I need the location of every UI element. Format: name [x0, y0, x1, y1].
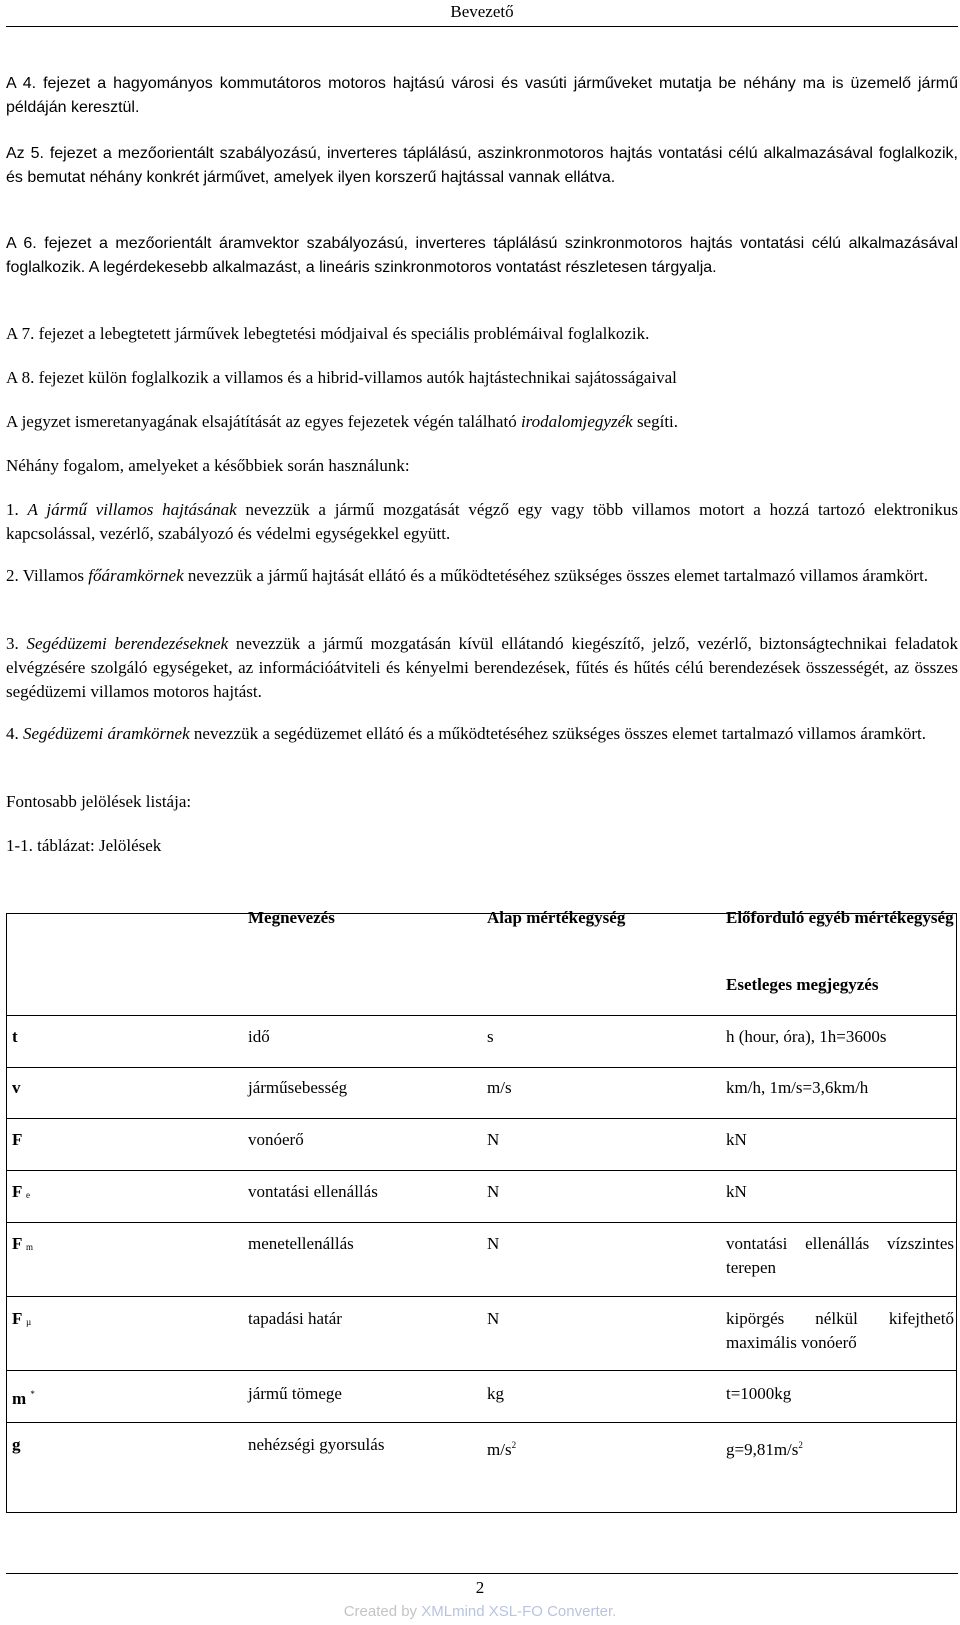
paragraph-chapter-8: A 8. fejezet külön foglalkozik a villamos és a hibrid-villamos autók hajtástechnikai sajátosságaival: [6, 368, 677, 387]
table-divider: [7, 1296, 957, 1297]
table-divider: [7, 1118, 957, 1119]
bibliography-text-a: A jegyzet ismeretanyagának elsajátítását az egyes fejezetek végén található: [6, 412, 521, 431]
table-cell-symbol: [12, 1076, 212, 1100]
table-cell-name: jármű tömege: [248, 1384, 342, 1403]
table-cell-other: h (hour, óra), 1h=3600s: [726, 1027, 887, 1046]
symbol-text: F: [12, 1130, 23, 1149]
symbol-text: t: [12, 1027, 18, 1046]
definition-number: 4.: [6, 724, 23, 743]
table-divider: [7, 1170, 957, 1171]
paragraph-chapter-5: Az 5. fejezet a mezőorientált szabályozású, inverteres táplálású, aszinkronmotoros hajtás vontatási célú alkalmazásával foglalkozik, és bemutat néhány konkrét járművet, amelyek ilyen korszerű hajtással vannak ellátva.: [6, 145, 958, 186]
table-cell-unit: kg: [487, 1384, 504, 1403]
definition-text: nevezzük a jármű mozgatásán kívül ellátandó kiegészítő, jelző, vezérlő, biztonságtechnikai feladatok elvégzésére szolgáló egységeket, az információátviteli és kényelmi berendezések, fűtés és hűtés célú berendezések összességét, az összes segédüzemi villamos motoros hajtást.: [6, 634, 958, 701]
definition-text: nevezzük a jármű mozgatását végző egy vagy több villamos motort a hozzá tartozó elektronikus kapcsolással, vezérlő, szabályozó és védelmi egységekkel együtt.: [6, 500, 958, 543]
table-cell-other: km/h, 1m/s=3,6km/h: [726, 1078, 869, 1097]
other-unit-superscript: 2: [798, 1440, 803, 1450]
paragraph-chapter-4: A 4. fejezet a hagyományos kommutátoros motoros hajtású városi és vasúti járműveket mutatja be néhány ma is üzemelő jármű példáján keresztül.: [6, 75, 958, 116]
symbol-text: F: [12, 1234, 22, 1253]
table-header-name: Megnevezés: [248, 908, 335, 927]
table-cell-other: t=1000kg: [726, 1384, 792, 1403]
table-cell-name: járműsebesség: [248, 1078, 348, 1097]
table-cell-name: menetellenállás: [248, 1234, 354, 1253]
table-cell-other: [726, 1433, 954, 1462]
table-divider: [7, 1370, 957, 1371]
symbol-subscript: e: [26, 1190, 31, 1200]
table-caption: 1-1. táblázat: Jelölések: [6, 836, 162, 855]
table-cell-name: tapadási határ: [248, 1309, 342, 1328]
definition-1: [6, 498, 958, 546]
table-cell-other: vontatási ellenállás vízszintes terepen: [726, 1234, 954, 1277]
table-cell-symbol: [12, 1128, 212, 1152]
symbol-text: g: [12, 1435, 21, 1454]
table-cell-name: vonóerő: [248, 1130, 304, 1149]
table-cell-name: nehézségi gyorsulás: [248, 1435, 385, 1454]
table-header-note: Esetleges megjegyzés: [726, 975, 879, 994]
page-number: 2: [475, 1578, 485, 1597]
symbol-text: F: [12, 1309, 22, 1328]
other-unit-text: g=9,81m/s: [726, 1440, 799, 1459]
table-cell-symbol: [12, 1307, 212, 1334]
paragraph-chapter-7: A 7. fejezet a lebegtetett járművek lebegtetési módjaival és speciális problémáival foglalkozik.: [6, 324, 650, 343]
table-header-other-unit: Előforduló egyéb mértékegység: [726, 908, 954, 927]
table-divider: [7, 1422, 957, 1423]
symbol-superscript: *: [30, 1389, 35, 1399]
definition-pre: Villamos: [22, 566, 89, 585]
table-cell-other: kN: [726, 1182, 747, 1201]
unit-text: m/s: [487, 1440, 512, 1459]
definition-term: Segédüzemi áramkörnek: [23, 724, 190, 743]
table-cell-unit: N: [487, 1130, 500, 1149]
symbols-table: [6, 913, 957, 1513]
table-divider: [7, 1015, 957, 1016]
page-footer-rule: [6, 1573, 958, 1574]
credit-text-a: Created by: [343, 1603, 422, 1620]
symbol-text: v: [12, 1078, 21, 1097]
converter-credit: [0, 1602, 960, 1622]
definition-number: 2.: [6, 566, 23, 585]
paragraph-chapter-6: A 6. fejezet a mezőorientált áramvektor szabályozású, inverteres táplálású szinkronmotoros hajtás vontatási célú alkalmazásával foglalkozik. A legérdekesebb alkalmazást, a lineáris szinkronmotoros vontatást részletesen tárgyalja.: [6, 235, 958, 276]
table-cell-symbol: [12, 1382, 212, 1411]
table-cell-symbol: [12, 1025, 212, 1049]
table-cell-name: idő: [248, 1027, 270, 1046]
definition-2: [6, 564, 958, 588]
list-title: Fontosabb jelölések listája:: [6, 792, 192, 811]
table-cell-unit: m/s: [487, 1078, 512, 1097]
table-divider: [7, 1222, 957, 1223]
definition-text: nevezzük a jármű hajtását ellátó és a működtetéséhez szükséges összes elemet tartalmazó villamos áramkört.: [183, 566, 929, 585]
credit-brand: XMLmind XSL-FO Converter: [421, 1603, 613, 1620]
paragraph-concepts-intro: Néhány fogalom, amelyeket a későbbiek során használunk:: [6, 456, 410, 475]
bibliography-text-b: segíti.: [632, 412, 679, 431]
definition-number: 3.: [6, 634, 27, 653]
table-cell-unit: N: [487, 1309, 500, 1328]
symbol-text: m: [12, 1389, 27, 1408]
table-cell-unit: N: [487, 1182, 500, 1201]
definition-term: főáramkörnek: [88, 566, 184, 585]
unit-superscript: 2: [511, 1440, 517, 1450]
table-cell-symbol: [12, 1180, 212, 1207]
table-cell-name: vontatási ellenállás: [248, 1182, 378, 1201]
page-header: [6, 0, 958, 27]
definition-term: A jármű villamos hajtásának: [27, 500, 237, 519]
bibliography-link-text: irodalomjegyzék: [520, 412, 633, 431]
table-cell-unit: N: [487, 1234, 500, 1253]
credit-text-b: .: [612, 1603, 617, 1620]
definition-text: nevezzük a segédüzemet ellátó és a működtetéséhez szükséges összes elemet tartalmazó villamos áramkört.: [189, 724, 927, 743]
table-cell-unit: [487, 1433, 707, 1462]
symbol-subscript: m: [26, 1242, 34, 1252]
table-cell-symbol: [12, 1232, 212, 1259]
table-cell-unit: s: [487, 1027, 494, 1046]
symbol-subscript: µ: [26, 1317, 32, 1327]
definition-term: Segédüzemi berendezéseknek: [26, 634, 229, 653]
symbol-text: F: [12, 1182, 22, 1201]
definition-4: [6, 722, 958, 746]
table-header-unit: Alap mértékegység: [487, 908, 626, 927]
definition-3: [6, 632, 958, 704]
header-title: Bevezető: [450, 2, 514, 21]
definition-number: 1.: [6, 500, 28, 519]
table-cell-other: kipörgés nélkül kifejthető maximális vonóerő: [726, 1309, 954, 1352]
paragraph-bibliography: [6, 410, 958, 434]
table-cell-symbol: [12, 1433, 212, 1457]
table-divider: [7, 1067, 957, 1068]
table-cell-other: kN: [726, 1130, 747, 1149]
